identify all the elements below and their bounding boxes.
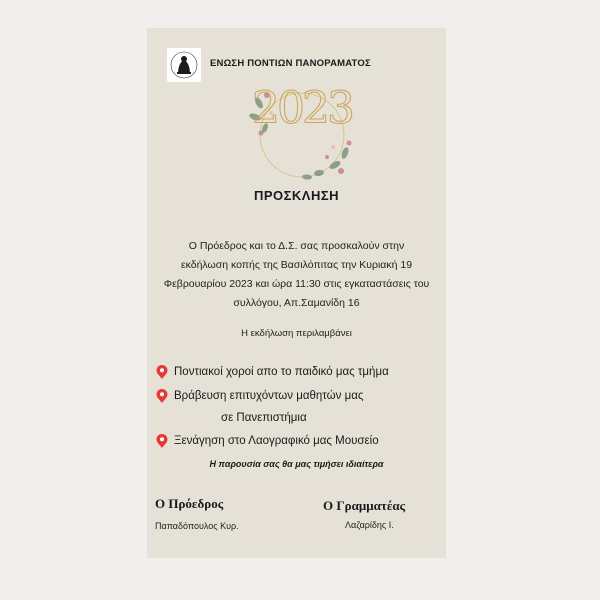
president-title: Ο Πρόεδρος: [155, 496, 224, 511]
intro-line: Φεβρουαρίου 2023 και ώρα 11:30 στις εγκαταστάσεις του: [163, 278, 430, 290]
program-item-museum-tour: Ξενάγηση στο Λαογραφικό μας Μουσείο: [174, 435, 379, 447]
secretary-title: Ο Γραμματέας: [323, 498, 406, 513]
pin-icon: [155, 433, 169, 449]
presence-note: Η παρουσία σας θα μας τιμήσει ιδιαίτερα: [209, 459, 384, 469]
logo-emblem-icon: [169, 50, 199, 80]
invitation-intro: [155, 237, 438, 313]
program-item-dances: Ποντιακοί χοροί απο το παιδικό μας τμήμα: [174, 366, 389, 378]
pin-icon: [155, 364, 169, 380]
president-name: Παπαδόπουλος Κυρ.: [155, 521, 239, 531]
invitation-title: ΠΡΟΣΚΛΗΣΗ: [253, 188, 340, 203]
includes-label: Η εκδήλωση περιλαμβάνει: [241, 328, 352, 339]
organization-logo: [167, 48, 201, 82]
organization-name: ΕΝΩΣΗ ΠΟΝΤΙΩΝ ΠΑΝΟΡΑΜΑΤΟΣ: [210, 58, 371, 69]
invitation-card: [147, 28, 446, 558]
intro-line: συλλόγου, Απ.Σαμανίδη 16: [233, 297, 360, 309]
secretary-name: Λαζαρίδης Ι.: [345, 520, 394, 530]
pin-icon: [155, 388, 169, 404]
intro-line: εκδήλωση κοπής της Βασιλόπιτας την Κυριακή 19: [180, 259, 413, 271]
intro-line: Ο Πρόεδρος και το Δ.Σ. σας προσκαλούν στην: [188, 240, 405, 252]
program-item-awards: Βράβευση επιτυχόντων μαθητών μας: [174, 390, 364, 402]
year-title: 2023: [252, 83, 352, 134]
program-item-awards-line2: σε Πανεπιστήμια: [221, 412, 307, 424]
